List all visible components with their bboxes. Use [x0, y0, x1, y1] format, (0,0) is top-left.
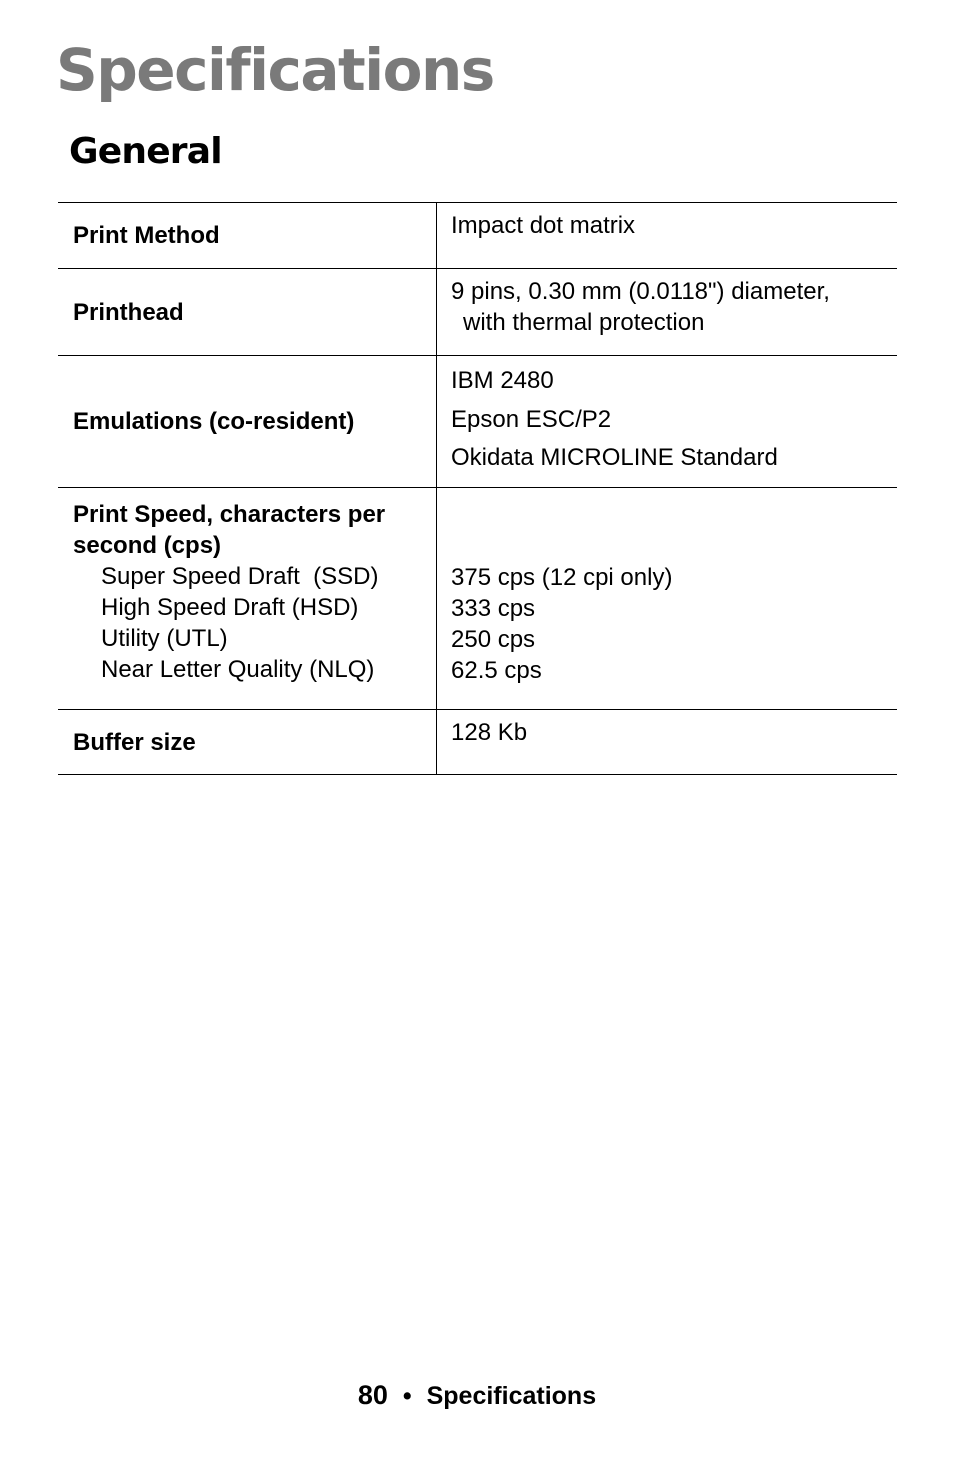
- speed-mode-value: 375 cps (12 cpi only): [451, 564, 673, 591]
- printhead-label: Printhead: [58, 269, 437, 355]
- speed-mode-value: 250 cps: [451, 626, 536, 653]
- print-method-value: Impact dot matrix: [451, 212, 636, 239]
- table-row-buffer-size: [58, 710, 897, 775]
- emulations-label: Emulations (co-resident): [58, 356, 437, 487]
- speed-mode-value: 333 cps: [451, 595, 536, 622]
- table-row-emulations: [58, 356, 897, 488]
- emulation-item: Epson ESC/P2: [451, 405, 612, 433]
- speed-mode-value: 62.5 cps: [451, 657, 542, 684]
- print-speed-values: [437, 488, 897, 709]
- print-speed-heading-line2: second (cps): [73, 532, 222, 559]
- page-footer: [0, 1379, 954, 1412]
- spec-table: [58, 202, 897, 775]
- printhead-value-line2: with thermal protection: [463, 309, 705, 336]
- print-speed-label: [58, 488, 437, 709]
- emulations-value: [437, 356, 897, 487]
- speed-mode-name: Near Letter Quality (NLQ): [101, 656, 375, 683]
- section-title: General: [69, 131, 222, 172]
- buffer-size-label: Buffer size: [58, 710, 437, 774]
- print-method-label: Print Method: [58, 203, 437, 268]
- speed-mode-name: High Speed Draft (HSD): [101, 594, 359, 621]
- table-row-printhead: [58, 269, 897, 356]
- page-title: Specifications: [56, 36, 494, 104]
- print-speed-heading-line1: Print Speed, characters per: [73, 501, 386, 528]
- speed-mode-name: Super Speed Draft (SSD): [101, 563, 379, 590]
- page-number: 80: [357, 1380, 388, 1410]
- table-row-print-method: [58, 203, 897, 269]
- printhead-value-line1: 9 pins, 0.30 mm (0.0118") diameter,: [451, 278, 830, 305]
- table-row-print-speed: [58, 488, 897, 710]
- footer-separator: •: [402, 1382, 412, 1410]
- emulation-item: IBM 2480: [451, 367, 554, 394]
- footer-section: Specifications: [426, 1382, 597, 1410]
- buffer-size-value: 128 Kb: [451, 719, 528, 746]
- speed-mode-name: Utility (UTL): [101, 625, 228, 652]
- printhead-value: [437, 269, 897, 355]
- emulation-item: Okidata MICROLINE Standard: [451, 444, 778, 471]
